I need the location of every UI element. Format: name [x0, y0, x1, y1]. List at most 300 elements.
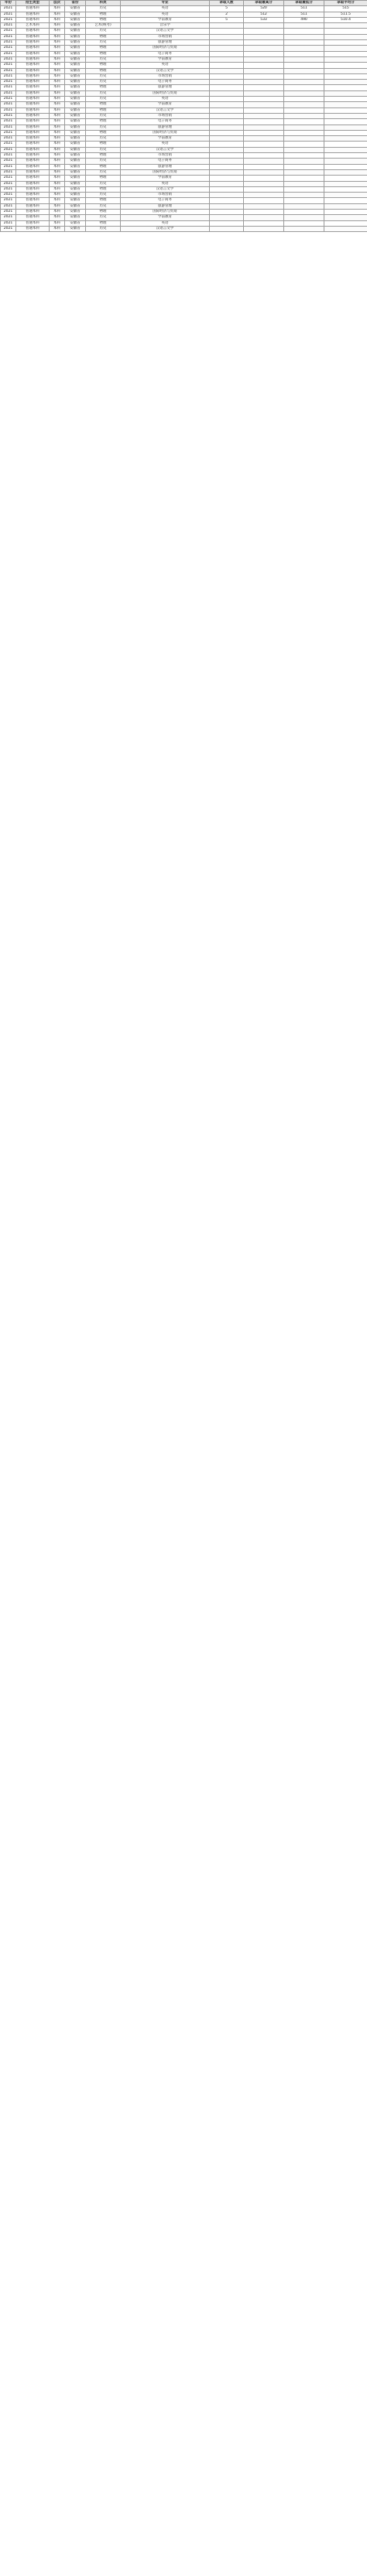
- cell-level: 本科: [50, 153, 65, 159]
- cell-category: 物理: [86, 34, 121, 39]
- cell-category: 物理: [86, 107, 121, 113]
- cell-enrolled-count: [210, 40, 244, 46]
- cell-major: 英语: [121, 12, 210, 17]
- column-header-level: 层次: [50, 1, 65, 6]
- cell-major: 电子商务: [121, 51, 210, 56]
- cell-province: 安徽省: [65, 90, 86, 96]
- cell-avg-score: [324, 147, 367, 152]
- cell-year: 2021: [1, 209, 16, 214]
- cell-major: 电子商务: [121, 80, 210, 85]
- cell-level: 本科: [50, 40, 65, 46]
- cell-enrolled-count: [210, 159, 244, 164]
- cell-admission-type: 艺术本科: [16, 23, 50, 29]
- cell-category: 历史: [86, 113, 121, 118]
- cell-level: 本科: [50, 46, 65, 51]
- cell-level: 本科: [50, 6, 65, 12]
- cell-min-score: [284, 125, 324, 130]
- cell-province: 安徽省: [65, 198, 86, 203]
- cell-enrolled-count: [210, 209, 244, 214]
- cell-level: 本科: [50, 80, 65, 85]
- table-row: [1, 63, 367, 68]
- cell-enrolled-count: [210, 63, 244, 68]
- cell-enrolled-count: [210, 34, 244, 39]
- cell-avg-score: [324, 73, 367, 79]
- cell-province: 安徽省: [65, 46, 86, 51]
- table-row: [1, 107, 367, 113]
- cell-category: 物理: [86, 220, 121, 226]
- cell-avg-score: [324, 159, 367, 164]
- cell-category: 物理: [86, 176, 121, 181]
- cell-avg-score: [324, 226, 367, 231]
- cell-level: 本科: [50, 220, 65, 226]
- cell-year: 2021: [1, 119, 16, 125]
- table-row: [1, 90, 367, 96]
- cell-min-score: [284, 130, 324, 135]
- cell-min-score: [284, 23, 324, 29]
- cell-avg-score: [324, 209, 367, 214]
- cell-max-score: [244, 68, 284, 73]
- column-header-min-score: 录取最低分: [284, 1, 324, 6]
- cell-max-score: [244, 46, 284, 51]
- cell-enrolled-count: [210, 125, 244, 130]
- cell-category: 物理: [86, 46, 121, 51]
- cell-major: 电子商务: [121, 198, 210, 203]
- cell-max-score: [244, 198, 284, 203]
- cell-major: 旅游管理: [121, 40, 210, 46]
- cell-admission-type: 普通本科: [16, 29, 50, 34]
- cell-year: 2021: [1, 164, 16, 169]
- cell-avg-score: [324, 215, 367, 220]
- cell-province: 安徽省: [65, 176, 86, 181]
- cell-province: 安徽省: [65, 40, 86, 46]
- cell-max-score: [244, 63, 284, 68]
- cell-major: 学前教育: [121, 102, 210, 107]
- cell-max-score: [244, 147, 284, 152]
- cell-province: 安徽省: [65, 136, 86, 142]
- cell-category: 历史: [86, 73, 121, 79]
- cell-avg-score: [324, 90, 367, 96]
- cell-province: 安徽省: [65, 203, 86, 209]
- cell-min-score: [284, 46, 324, 51]
- cell-avg-score: [324, 220, 367, 226]
- cell-year: 2021: [1, 68, 16, 73]
- cell-max-score: [244, 113, 284, 118]
- cell-avg-score: [324, 198, 367, 203]
- cell-min-score: [284, 119, 324, 125]
- cell-year: 2021: [1, 176, 16, 181]
- table-body: [1, 6, 367, 232]
- column-header-max-score: 录取最高分: [244, 1, 284, 6]
- cell-admission-type: 普通本科: [16, 220, 50, 226]
- cell-admission-type: 普通本科: [16, 107, 50, 113]
- cell-year: 2021: [1, 12, 16, 17]
- cell-avg-score: [324, 169, 367, 175]
- cell-admission-type: 普通本科: [16, 80, 50, 85]
- cell-avg-score: 515: [324, 6, 367, 12]
- table-row: [1, 113, 367, 118]
- cell-min-score: [284, 198, 324, 203]
- cell-enrolled-count: [210, 169, 244, 175]
- table-row: [1, 102, 367, 107]
- cell-province: 安徽省: [65, 193, 86, 198]
- cell-category: 物理: [86, 12, 121, 17]
- cell-avg-score: [324, 203, 367, 209]
- cell-province: 安徽省: [65, 56, 86, 62]
- cell-max-score: [244, 40, 284, 46]
- cell-max-score: [244, 136, 284, 142]
- cell-avg-score: [324, 80, 367, 85]
- cell-category: 物理: [86, 85, 121, 90]
- cell-major: 英语: [121, 97, 210, 102]
- cell-level: 本科: [50, 147, 65, 152]
- cell-avg-score: [324, 125, 367, 130]
- cell-category: 历史: [86, 125, 121, 130]
- cell-enrolled-count: [210, 90, 244, 96]
- cell-min-score: [284, 181, 324, 186]
- cell-major: 旅游管理: [121, 203, 210, 209]
- cell-min-score: 490: [284, 17, 324, 22]
- cell-major: 英语: [121, 181, 210, 186]
- cell-category: 物理: [86, 119, 121, 125]
- cell-major: 汉语言文学: [121, 29, 210, 34]
- cell-year: 2021: [1, 63, 16, 68]
- cell-admission-type: 普通本科: [16, 186, 50, 192]
- cell-admission-type: 普通本科: [16, 226, 50, 231]
- cell-avg-score: [324, 51, 367, 56]
- cell-level: 本科: [50, 193, 65, 198]
- cell-major: 英语: [121, 63, 210, 68]
- table-row: [1, 17, 367, 22]
- table-row: [1, 125, 367, 130]
- cell-max-score: [244, 220, 284, 226]
- cell-avg-score: [324, 68, 367, 73]
- table-row: [1, 159, 367, 164]
- cell-avg-score: [324, 102, 367, 107]
- cell-max-score: [244, 107, 284, 113]
- cell-province: 安徽省: [65, 215, 86, 220]
- cell-admission-type: 普通本科: [16, 176, 50, 181]
- cell-province: 安徽省: [65, 68, 86, 73]
- cell-level: 本科: [50, 113, 65, 118]
- cell-avg-score: [324, 85, 367, 90]
- cell-level: 本科: [50, 198, 65, 203]
- cell-max-score: [244, 186, 284, 192]
- table-row: [1, 169, 367, 175]
- cell-level: 本科: [50, 142, 65, 147]
- admission-table: [0, 0, 367, 232]
- cell-avg-score: [324, 63, 367, 68]
- cell-year: 2021: [1, 73, 16, 79]
- cell-year: 2021: [1, 46, 16, 51]
- cell-year: 2021: [1, 125, 16, 130]
- cell-avg-score: [324, 193, 367, 198]
- cell-admission-type: 普通本科: [16, 97, 50, 102]
- cell-major: 市场营销: [121, 153, 210, 159]
- cell-year: 2021: [1, 107, 16, 113]
- cell-admission-type: 普通本科: [16, 46, 50, 51]
- table-row: [1, 220, 367, 226]
- column-header-avg-score: 录取平均分: [324, 1, 367, 6]
- cell-province: 安徽省: [65, 130, 86, 135]
- cell-category: 历史: [86, 169, 121, 175]
- cell-avg-score: 511.5: [324, 12, 367, 17]
- cell-admission-type: 普通本科: [16, 153, 50, 159]
- cell-province: 安徽省: [65, 17, 86, 22]
- cell-min-score: [284, 203, 324, 209]
- cell-province: 安徽省: [65, 125, 86, 130]
- table-row: [1, 176, 367, 181]
- table-row: [1, 130, 367, 135]
- cell-max-score: [244, 226, 284, 231]
- cell-max-score: [244, 85, 284, 90]
- cell-min-score: [284, 56, 324, 62]
- cell-level: 本科: [50, 73, 65, 79]
- cell-major: 电子商务: [121, 119, 210, 125]
- cell-admission-type: 普通本科: [16, 51, 50, 56]
- cell-min-score: [284, 80, 324, 85]
- table-row: [1, 136, 367, 142]
- cell-major: 英语: [121, 142, 210, 147]
- cell-avg-score: [324, 40, 367, 46]
- cell-category: 历史: [86, 193, 121, 198]
- table-row: [1, 40, 367, 46]
- cell-year: 2021: [1, 40, 16, 46]
- cell-major: 汉语言文学: [121, 107, 210, 113]
- cell-enrolled-count: [210, 29, 244, 34]
- cell-major: 国际经济与贸易: [121, 90, 210, 96]
- cell-min-score: [284, 226, 324, 231]
- cell-level: 本科: [50, 34, 65, 39]
- cell-level: 本科: [50, 176, 65, 181]
- table-row: [1, 97, 367, 102]
- cell-province: 安徽省: [65, 164, 86, 169]
- cell-category: 历史: [86, 215, 121, 220]
- cell-level: 本科: [50, 63, 65, 68]
- table-row: [1, 119, 367, 125]
- cell-year: 2021: [1, 203, 16, 209]
- cell-year: 2021: [1, 198, 16, 203]
- cell-enrolled-count: [210, 193, 244, 198]
- cell-province: 安徽省: [65, 113, 86, 118]
- cell-category: 历史: [86, 147, 121, 152]
- cell-admission-type: 普通本科: [16, 215, 50, 220]
- cell-enrolled-count: [210, 186, 244, 192]
- cell-category: 历史: [86, 159, 121, 164]
- table-row: [1, 147, 367, 152]
- cell-level: 本科: [50, 119, 65, 125]
- cell-major: 国际经济与贸易: [121, 209, 210, 214]
- cell-category: 历史: [86, 181, 121, 186]
- cell-admission-type: 普通本科: [16, 56, 50, 62]
- column-header-admission-type: 招生类型: [16, 1, 50, 6]
- cell-level: 本科: [50, 102, 65, 107]
- cell-province: 安徽省: [65, 34, 86, 39]
- cell-level: 本科: [50, 12, 65, 17]
- cell-max-score: 520: [244, 6, 284, 12]
- cell-admission-type: 普通本科: [16, 147, 50, 152]
- cell-major: 英语: [121, 220, 210, 226]
- cell-level: 本科: [50, 17, 65, 22]
- cell-level: 本科: [50, 209, 65, 214]
- cell-major: 旅游管理: [121, 125, 210, 130]
- cell-major: 汉语言文学: [121, 68, 210, 73]
- cell-avg-score: [324, 113, 367, 118]
- cell-max-score: [244, 73, 284, 79]
- cell-major: 市场营销: [121, 73, 210, 79]
- cell-year: 2021: [1, 153, 16, 159]
- cell-max-score: [244, 164, 284, 169]
- cell-year: 2021: [1, 56, 16, 62]
- cell-admission-type: 普通本科: [16, 203, 50, 209]
- cell-category: 物理: [86, 186, 121, 192]
- cell-province: 安徽省: [65, 80, 86, 85]
- table-row: [1, 226, 367, 231]
- cell-level: 本科: [50, 159, 65, 164]
- cell-min-score: [284, 215, 324, 220]
- cell-province: 安徽省: [65, 6, 86, 12]
- cell-min-score: [284, 29, 324, 34]
- cell-min-score: [284, 176, 324, 181]
- column-header-enrolled-count: 录取人数: [210, 1, 244, 6]
- cell-major: 市场营销: [121, 193, 210, 198]
- cell-min-score: [284, 193, 324, 198]
- cell-level: 本科: [50, 85, 65, 90]
- cell-admission-type: 普通本科: [16, 68, 50, 73]
- cell-year: 2021: [1, 159, 16, 164]
- admission-table-container: [0, 0, 367, 232]
- cell-admission-type: 普通本科: [16, 85, 50, 90]
- cell-province: 安徽省: [65, 153, 86, 159]
- cell-max-score: 512: [244, 12, 284, 17]
- cell-category: 物理: [86, 164, 121, 169]
- cell-province: 安徽省: [65, 12, 86, 17]
- cell-category: 历史: [86, 97, 121, 102]
- cell-admission-type: 普通本科: [16, 63, 50, 68]
- cell-province: 安徽省: [65, 63, 86, 68]
- table-row: [1, 56, 367, 62]
- cell-year: 2021: [1, 23, 16, 29]
- cell-province: 安徽省: [65, 23, 86, 29]
- cell-max-score: 533: [244, 17, 284, 22]
- cell-year: 2021: [1, 90, 16, 96]
- cell-year: 2021: [1, 181, 16, 186]
- cell-admission-type: 普通本科: [16, 12, 50, 17]
- cell-avg-score: [324, 97, 367, 102]
- table-row: [1, 12, 367, 17]
- cell-min-score: [284, 169, 324, 175]
- cell-year: 2021: [1, 85, 16, 90]
- cell-enrolled-count: [210, 136, 244, 142]
- cell-admission-type: 普通本科: [16, 130, 50, 135]
- cell-avg-score: [324, 107, 367, 113]
- cell-level: 本科: [50, 203, 65, 209]
- cell-category: 历史: [86, 203, 121, 209]
- cell-enrolled-count: [210, 80, 244, 85]
- table-row: [1, 29, 367, 34]
- cell-admission-type: 普通本科: [16, 34, 50, 39]
- cell-province: 安徽省: [65, 102, 86, 107]
- cell-level: 本科: [50, 90, 65, 96]
- cell-province: 安徽省: [65, 97, 86, 102]
- cell-enrolled-count: [210, 56, 244, 62]
- cell-enrolled-count: [210, 73, 244, 79]
- cell-max-score: [244, 169, 284, 175]
- cell-min-score: [284, 68, 324, 73]
- cell-category: 历史: [86, 29, 121, 34]
- cell-min-score: [284, 73, 324, 79]
- cell-max-score: [244, 176, 284, 181]
- cell-category: 历史: [86, 80, 121, 85]
- cell-level: 本科: [50, 51, 65, 56]
- cell-year: 2021: [1, 34, 16, 39]
- column-header-year: 年份: [1, 1, 16, 6]
- cell-year: 2021: [1, 102, 16, 107]
- column-header-province: 省份: [65, 1, 86, 6]
- cell-enrolled-count: [210, 198, 244, 203]
- cell-min-score: 511: [284, 12, 324, 17]
- cell-province: 安徽省: [65, 51, 86, 56]
- cell-year: 2021: [1, 113, 16, 118]
- table-header-row: [1, 1, 367, 6]
- cell-avg-score: [324, 23, 367, 29]
- cell-major: 旅游管理: [121, 85, 210, 90]
- table-row: [1, 34, 367, 39]
- cell-major: 学前教育: [121, 17, 210, 22]
- cell-max-score: [244, 142, 284, 147]
- cell-avg-score: [324, 186, 367, 192]
- cell-province: 安徽省: [65, 107, 86, 113]
- cell-admission-type: 普通本科: [16, 90, 50, 96]
- cell-min-score: [284, 40, 324, 46]
- cell-enrolled-count: [210, 215, 244, 220]
- cell-avg-score: [324, 34, 367, 39]
- cell-max-score: [244, 203, 284, 209]
- cell-level: 本科: [50, 226, 65, 231]
- cell-category: 物理: [86, 142, 121, 147]
- cell-max-score: [244, 130, 284, 135]
- cell-year: 2021: [1, 130, 16, 135]
- cell-enrolled-count: [210, 119, 244, 125]
- cell-category: 历史: [86, 56, 121, 62]
- cell-category: 物理: [86, 63, 121, 68]
- cell-min-score: 511: [284, 6, 324, 12]
- cell-admission-type: 普通本科: [16, 169, 50, 175]
- cell-major: 国际经济与贸易: [121, 169, 210, 175]
- cell-enrolled-count: [210, 203, 244, 209]
- cell-avg-score: [324, 164, 367, 169]
- cell-admission-type: 普通本科: [16, 164, 50, 169]
- table-row: [1, 164, 367, 169]
- cell-level: 本科: [50, 169, 65, 175]
- cell-major: 汉语言文学: [121, 226, 210, 231]
- cell-enrolled-count: 5: [210, 17, 244, 22]
- table-row: [1, 181, 367, 186]
- cell-year: 2021: [1, 6, 16, 12]
- cell-major: 学前教育: [121, 215, 210, 220]
- table-row: [1, 203, 367, 209]
- cell-year: 2021: [1, 169, 16, 175]
- table-row: [1, 198, 367, 203]
- cell-year: 2021: [1, 193, 16, 198]
- cell-min-score: [284, 90, 324, 96]
- cell-major: 旅游管理: [121, 164, 210, 169]
- cell-admission-type: 普通本科: [16, 136, 50, 142]
- cell-avg-score: [324, 136, 367, 142]
- cell-min-score: [284, 164, 324, 169]
- cell-category: 历史: [86, 6, 121, 12]
- cell-year: 2021: [1, 142, 16, 147]
- cell-province: 安徽省: [65, 119, 86, 125]
